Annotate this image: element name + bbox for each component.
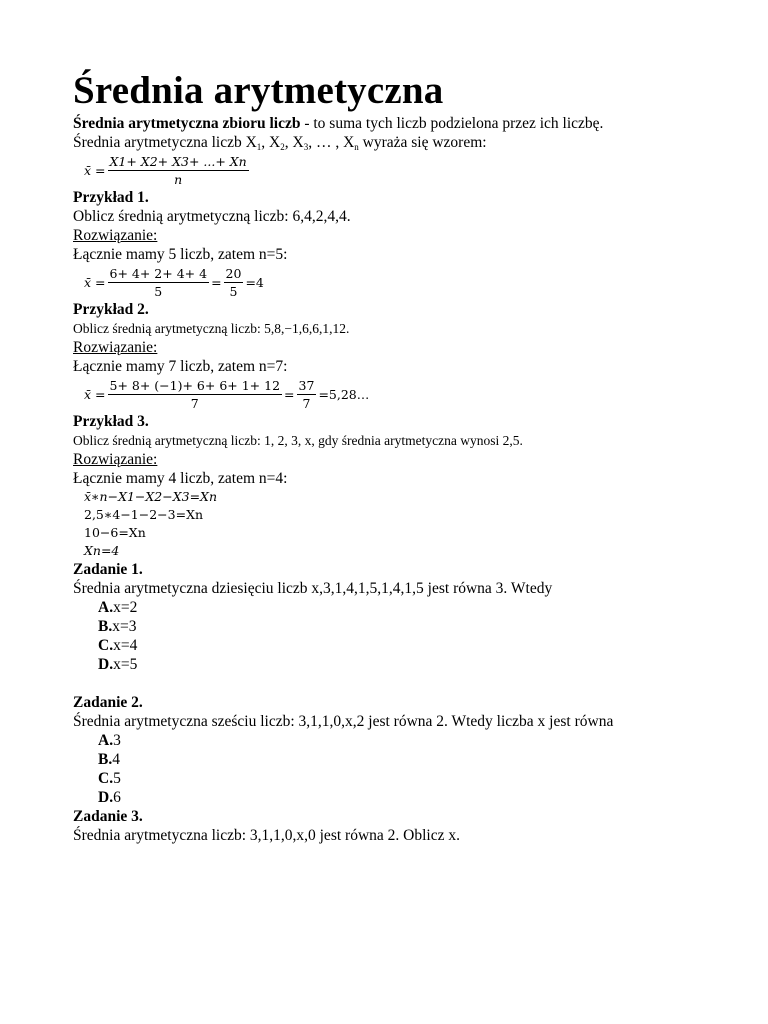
task2-option-a — [98, 731, 743, 750]
formula-intro-line — [73, 133, 743, 152]
option-letter: B. — [98, 751, 113, 768]
example3-solution-label: Rozwiązanie: — [73, 451, 158, 468]
formula-lhs: x̄ = — [84, 274, 106, 290]
example1-heading: Przykład 1. — [73, 189, 149, 206]
option-value: x=2 — [113, 599, 138, 616]
formula-numerator: 37 — [298, 377, 315, 393]
example3-equation-3: 10−6=Xn — [84, 525, 146, 540]
example1-task: Oblicz średnią arytmetyczną liczb: 6,4,2,4,4. — [73, 208, 351, 225]
task2-text: Średnia arytmetyczna sześciu liczb: 3,1,1,0,x,2 jest równa 2. Wtedy liczba x jest równa — [73, 713, 614, 730]
task2-option-b — [98, 750, 743, 769]
task1-option-c — [98, 636, 743, 655]
example2-heading: Przykład 2. — [73, 301, 149, 318]
definition-term: Średnia arytmetyczna zbioru liczb — [73, 115, 301, 132]
definition-text: - to suma tych liczb podzielona przez ich liczbę. — [300, 115, 604, 132]
formula-intro-text: , … , X — [308, 134, 355, 151]
option-letter: D. — [98, 789, 114, 806]
formula-numerator: X1+ X2+ X3+ ...+ Xn — [109, 153, 247, 169]
option-value: x=3 — [112, 618, 137, 635]
task1-option-b — [98, 617, 743, 636]
option-letter: C. — [98, 637, 114, 654]
task3-heading: Zadanie 3. — [73, 808, 143, 825]
subscript: 1 — [256, 142, 262, 152]
formula-denominator: 5 — [154, 283, 163, 299]
formula-numerator: 5+ 8+ (−1)+ 6+ 6+ 1+ 12 — [109, 377, 281, 393]
example3-count-line: Łącznie mamy 4 liczb, zatem n=4: — [73, 470, 288, 487]
subscript: 2 — [280, 142, 285, 152]
example2-task: Oblicz średnią arytmetyczną liczb: 5,8,−1,6,6,1,12. — [73, 321, 350, 336]
task1-heading: Zadanie 1. — [73, 561, 143, 578]
option-value: x=4 — [113, 637, 138, 654]
formula-result: =4 — [245, 274, 264, 290]
option-letter: C. — [98, 770, 114, 787]
example2-solution-label: Rozwiązanie: — [73, 339, 158, 356]
example3-equation-1: x̄∗n−X1−X2−X3=Xn — [84, 489, 217, 504]
definition-line — [73, 114, 743, 133]
page-title: Średnia arytmetyczna — [73, 69, 444, 112]
example1-count-line: Łącznie mamy 5 liczb, zatem n=5: — [73, 246, 288, 263]
spacer — [73, 674, 743, 693]
option-value: 5 — [113, 770, 121, 787]
option-value: x=5 — [113, 656, 138, 673]
subscript: 3 — [303, 142, 309, 152]
task1-text: Średnia arytmetyczna dziesięciu liczb x,3,1,4,1,5,1,4,1,5 jest równa 3. Wtedy — [73, 580, 553, 597]
option-letter: B. — [98, 618, 113, 635]
option-value: 4 — [112, 751, 120, 768]
formula-fraction — [224, 266, 244, 299]
example3-equation-4: Xn=4 — [84, 543, 120, 558]
formula-numerator: 20 — [225, 265, 242, 281]
option-letter: A. — [98, 732, 114, 749]
example3-task: Oblicz średnią arytmetyczną liczb: 1, 2, 3, x, gdy średnia arytmetyczna wynosi 2,5. — [73, 433, 523, 448]
option-letter: D. — [98, 656, 114, 673]
formula-intro-text: , X — [284, 134, 304, 151]
formula-denominator: 5 — [229, 283, 238, 299]
example1-formula — [84, 264, 743, 300]
mean-formula — [84, 152, 743, 188]
document-content — [73, 68, 743, 845]
formula-fraction — [108, 154, 249, 187]
formula-fraction — [108, 266, 210, 299]
formula-lhs: x̄ = — [84, 386, 106, 402]
option-letter: A. — [98, 599, 114, 616]
formula-lhs: x̄ = — [84, 162, 106, 178]
subscript: n — [354, 142, 359, 152]
formula-denominator: 7 — [302, 395, 311, 411]
example1-solution-label: Rozwiązanie: — [73, 227, 158, 244]
formula-fraction — [108, 378, 283, 411]
formula-intro-text: Średnia arytmetyczna liczb X — [73, 134, 257, 151]
task1-option-a — [98, 598, 743, 617]
formula-equals: = — [284, 386, 295, 402]
option-value: 6 — [113, 789, 121, 806]
formula-denominator: 7 — [190, 395, 199, 411]
formula-equals: = — [211, 274, 222, 290]
formula-denominator: n — [174, 171, 183, 187]
formula-intro-text: wyraża się wzorem: — [358, 134, 487, 151]
formula-result: =5,28… — [318, 386, 370, 402]
task3-text: Średnia arytmetyczna liczb: 3,1,1,0,x,0 jest równa 2. Oblicz x. — [73, 827, 460, 844]
option-value: 3 — [113, 732, 121, 749]
task2-heading: Zadanie 2. — [73, 694, 143, 711]
formula-numerator: 6+ 4+ 2+ 4+ 4 — [109, 265, 208, 281]
example3-heading: Przykład 3. — [73, 413, 149, 430]
example2-formula — [84, 376, 743, 412]
task2-option-c — [98, 769, 743, 788]
formula-intro-text: , X — [261, 134, 281, 151]
formula-fraction — [297, 378, 317, 411]
example2-count-line: Łącznie mamy 7 liczb, zatem n=7: — [73, 358, 288, 375]
task1-option-d — [98, 655, 743, 674]
task2-option-d — [98, 788, 743, 807]
example3-equation-2: 2,5∗4−1−2−3=Xn — [84, 507, 204, 522]
